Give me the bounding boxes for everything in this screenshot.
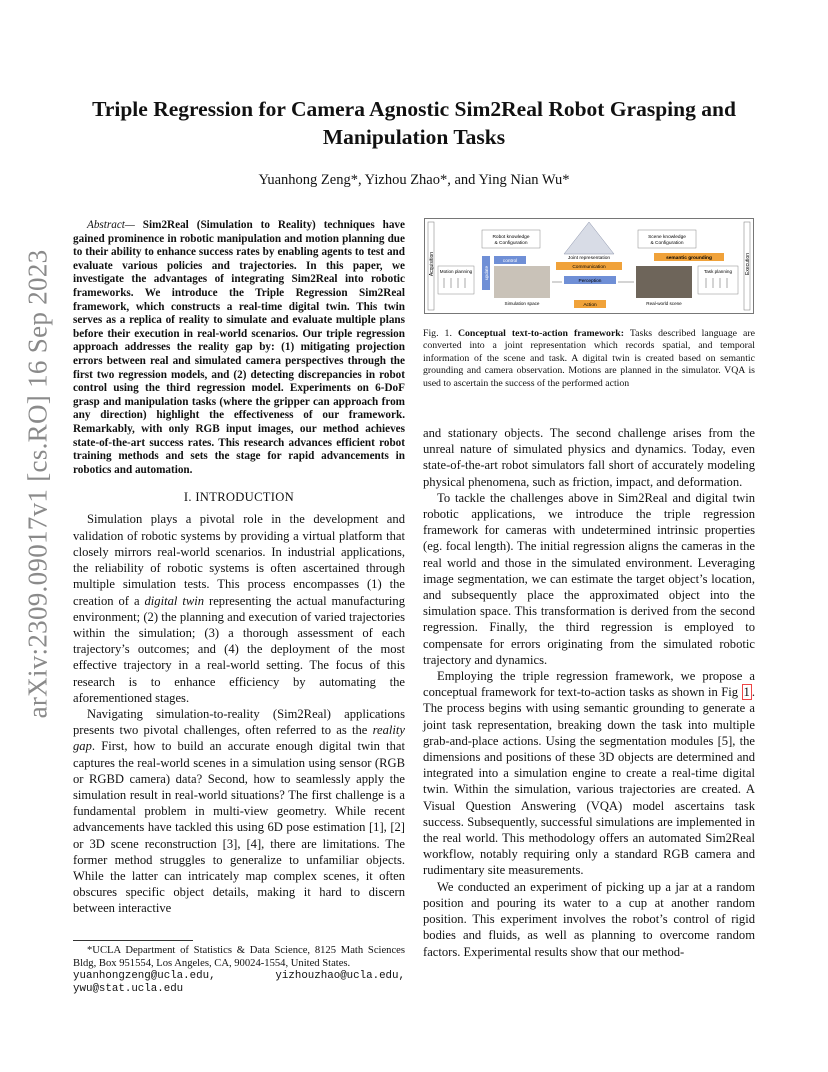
caption-text: Tasks described language are converted into a joint representation which records spatial, and temporal information of the scene and task. A digital twin is created based on semantic grounding and camera observation. Motions are planned in the simulator. VQA is used to ascertain the success of the performed action	[423, 328, 756, 389]
footnote-emails: yuanhongzeng@ucla.edu, yizhouzhao@ucla.edu, ywu@stat.ucla.edu	[73, 970, 405, 995]
task-planning-label: Task planning	[703, 269, 733, 274]
arxiv-id-text: arXiv:2309.09017v1 [cs.RO] 16 Sep 2023	[22, 249, 53, 719]
footnote-affiliation: *UCLA Department of Statistics & Data Science, 8125 Math Sciences Bldg, Box 951554, Los Angeles, CA, 90024-1554, United States.	[73, 945, 405, 969]
abstract-label: Abstract—	[87, 219, 135, 231]
right-paragraph-1: To tackle the challenges above in Sim2Real and digital twin robotic applications, we introduce the triple regression framework for cameras with undetermined intrinsic properties (eg. focal length). The initial regression aligns the cameras in the real world and those in the simulated environment. Leveraging image segmentation, we can estimate the target object’s location, and subsequently place the approximated object into the simulation space. This transformation is derived from the second regression. Finally, the third regression is employed to compensate for errors originating from the simulated robotic trajectory and dynamics.	[423, 490, 755, 667]
action-label: Action	[583, 303, 597, 308]
right-paragraph-0: and stationary objects. The second challenge arises from the unreal nature of simulated physics and dynamics. Today, even state-of-the-art robot simulators fall short of accurately modeling physical phenomena, such as friction, impact, and deformation.	[423, 426, 755, 489]
robot-knowledge-label: Robot knowledge	[492, 235, 530, 240]
scene-config-label: & Configuration	[650, 241, 684, 246]
figure-1	[424, 218, 754, 314]
footnote-rule	[73, 940, 193, 941]
abstract	[73, 219, 405, 477]
joint-repr-label: Joint representation	[567, 256, 611, 261]
intro-paragraph-2: Navigating simulation-to-reality (Sim2Real) applications presents two pivotal challenges, often referred to as the reality gap. First, how to build an accurate enough digital twin that captures the real-world scenes in a simulation using sensor (RGB or RGBD camera) data? Second, how to seamlessly apply the simulation result in real-world situations? The first challenge is a fundamental problem in multi-view geometry. While recent advancements have tackled this using 6D pose estimation [1], [2] or 3D scene reconstruction [3], [4], there are limitations. The former method struggles to generalize to unfamiliar objects. While the latter can intricately map complex scenes, it often obscures specific object details, making it hard to discern between interactive	[73, 706, 405, 916]
arxiv-identifier	[14, 249, 62, 719]
robot-config-label: & Configuration	[494, 241, 528, 246]
scene-knowledge-label: Scene knowledge	[648, 235, 686, 240]
figure-reference-link[interactable]: 1	[743, 685, 750, 700]
simulation-image	[494, 266, 550, 298]
framework-diagram	[424, 218, 754, 314]
real-world-scene-label: Real-world scene	[646, 301, 682, 306]
intro-paragraph-1: Simulation plays a pivotal role in the development and validation of robotic systems by providing a virtual platform that closely mirrors real-world scenarios. In industrial applications, the reliability of robotic systems is often ascertained through multiple simulation tests. This process encompasses (1) the creation of a digital twin representing the actual manufacturing environment; (2) the planning and execution of varied trajectories within the simulation; (3) a thorough assessment of each trajectory’s outcomes; and (4) the deployment of the most effective trajectory in a real-world setting. The focus of this research is to enhance efficiency by automating the aforementioned stages.	[73, 512, 405, 705]
section-heading: I. INTRODUCTION	[183, 490, 295, 505]
control-label: control	[502, 259, 518, 264]
caption-label: Fig. 1.	[423, 328, 452, 339]
right-paragraph-3: We conducted an experiment of picking up a jar at a random position and pouring its water to a cup at another random position. This experiment involves the robot’s control of rigid bodies and fluids, as well as planning to overcome random factors. Experimental results show that our method-	[423, 879, 755, 959]
update-label: update	[484, 265, 489, 281]
right-paragraph-2: Employing the triple regression framework, we propose a conceptual framework for text-to-action tasks as shown in Fig 1 . The process begins with using semantic grounding to generate a joint task representation, breaking down the task into multiple grab-and-place actions. Using the segmentation modules [5], the dimensions and positions of these 3D objects are determined and integrated into a simulation engine to create a real-time digital twin. Within the simulation, various trajectories are created. A Visual Question Answering (VQA) model ascertains task success. Subsequently, successful simulations are implemented in the real world. This methodology offers an automated Sim2Real workflow, notably requiring only a standard RGB camera and rudimentary site measurements.	[423, 669, 755, 878]
paper-authors: Yuanhong Zeng*, Yizhou Zhao*, and Ying Nian Wu*	[258, 172, 570, 188]
left-column	[73, 219, 405, 917]
perception-label: Perception	[578, 279, 602, 284]
figure-caption	[423, 328, 755, 390]
communication-label: Communication	[572, 265, 606, 270]
right-column	[423, 425, 755, 960]
footnote	[73, 944, 405, 996]
execution-label: Execution	[745, 253, 751, 275]
motion-planning-label: Motion planning	[439, 269, 473, 274]
simulation-space-label: Simulation space	[504, 301, 540, 306]
caption-bold: Conceptual text-to-action framework:	[457, 328, 625, 339]
paper-title: Triple Regression for Camera Agnostic Sim2Real Robot Grasping and Manipulation Tasks	[92, 97, 736, 149]
real-world-image	[636, 266, 692, 298]
abstract-text: Sim2Real (Simulation to Reality) techniques have gained prominence in robotic manipulation and motion planning due to their ability to enhance success rates by enabling agents to test and evaluate various policies and trajectories. In this paper, we investigate the advantages of integrating Sim2Real into robotic frameworks. We introduce the Triple Regression Sim2Real framework, which constructs a real-time digital twin. This twin serves as a replica of reality to simulate and evaluate multiple plans before their execution in real-world scenarios. Our triple regression approach addresses the reality gap by: (1) mitigating projection errors between real and simulated camera perspectives through the first two regression models, and (2) detecting discrepancies in robot control using the third regression model. Experiments on 6-DoF grasp and manipulation tasks (where the gripper can approach from any direction) highlight the effectiveness of our framework. Remarkably, with only RGB input images, our method achieves state-of-the-art success rates. This research advances efficient robot training methods and sets the stage for rapid advancements in robotics and automation.	[73, 219, 405, 476]
semantic-grounding-label: semantic grounding	[666, 256, 712, 261]
acquisition-label: Acquisition	[429, 251, 435, 277]
